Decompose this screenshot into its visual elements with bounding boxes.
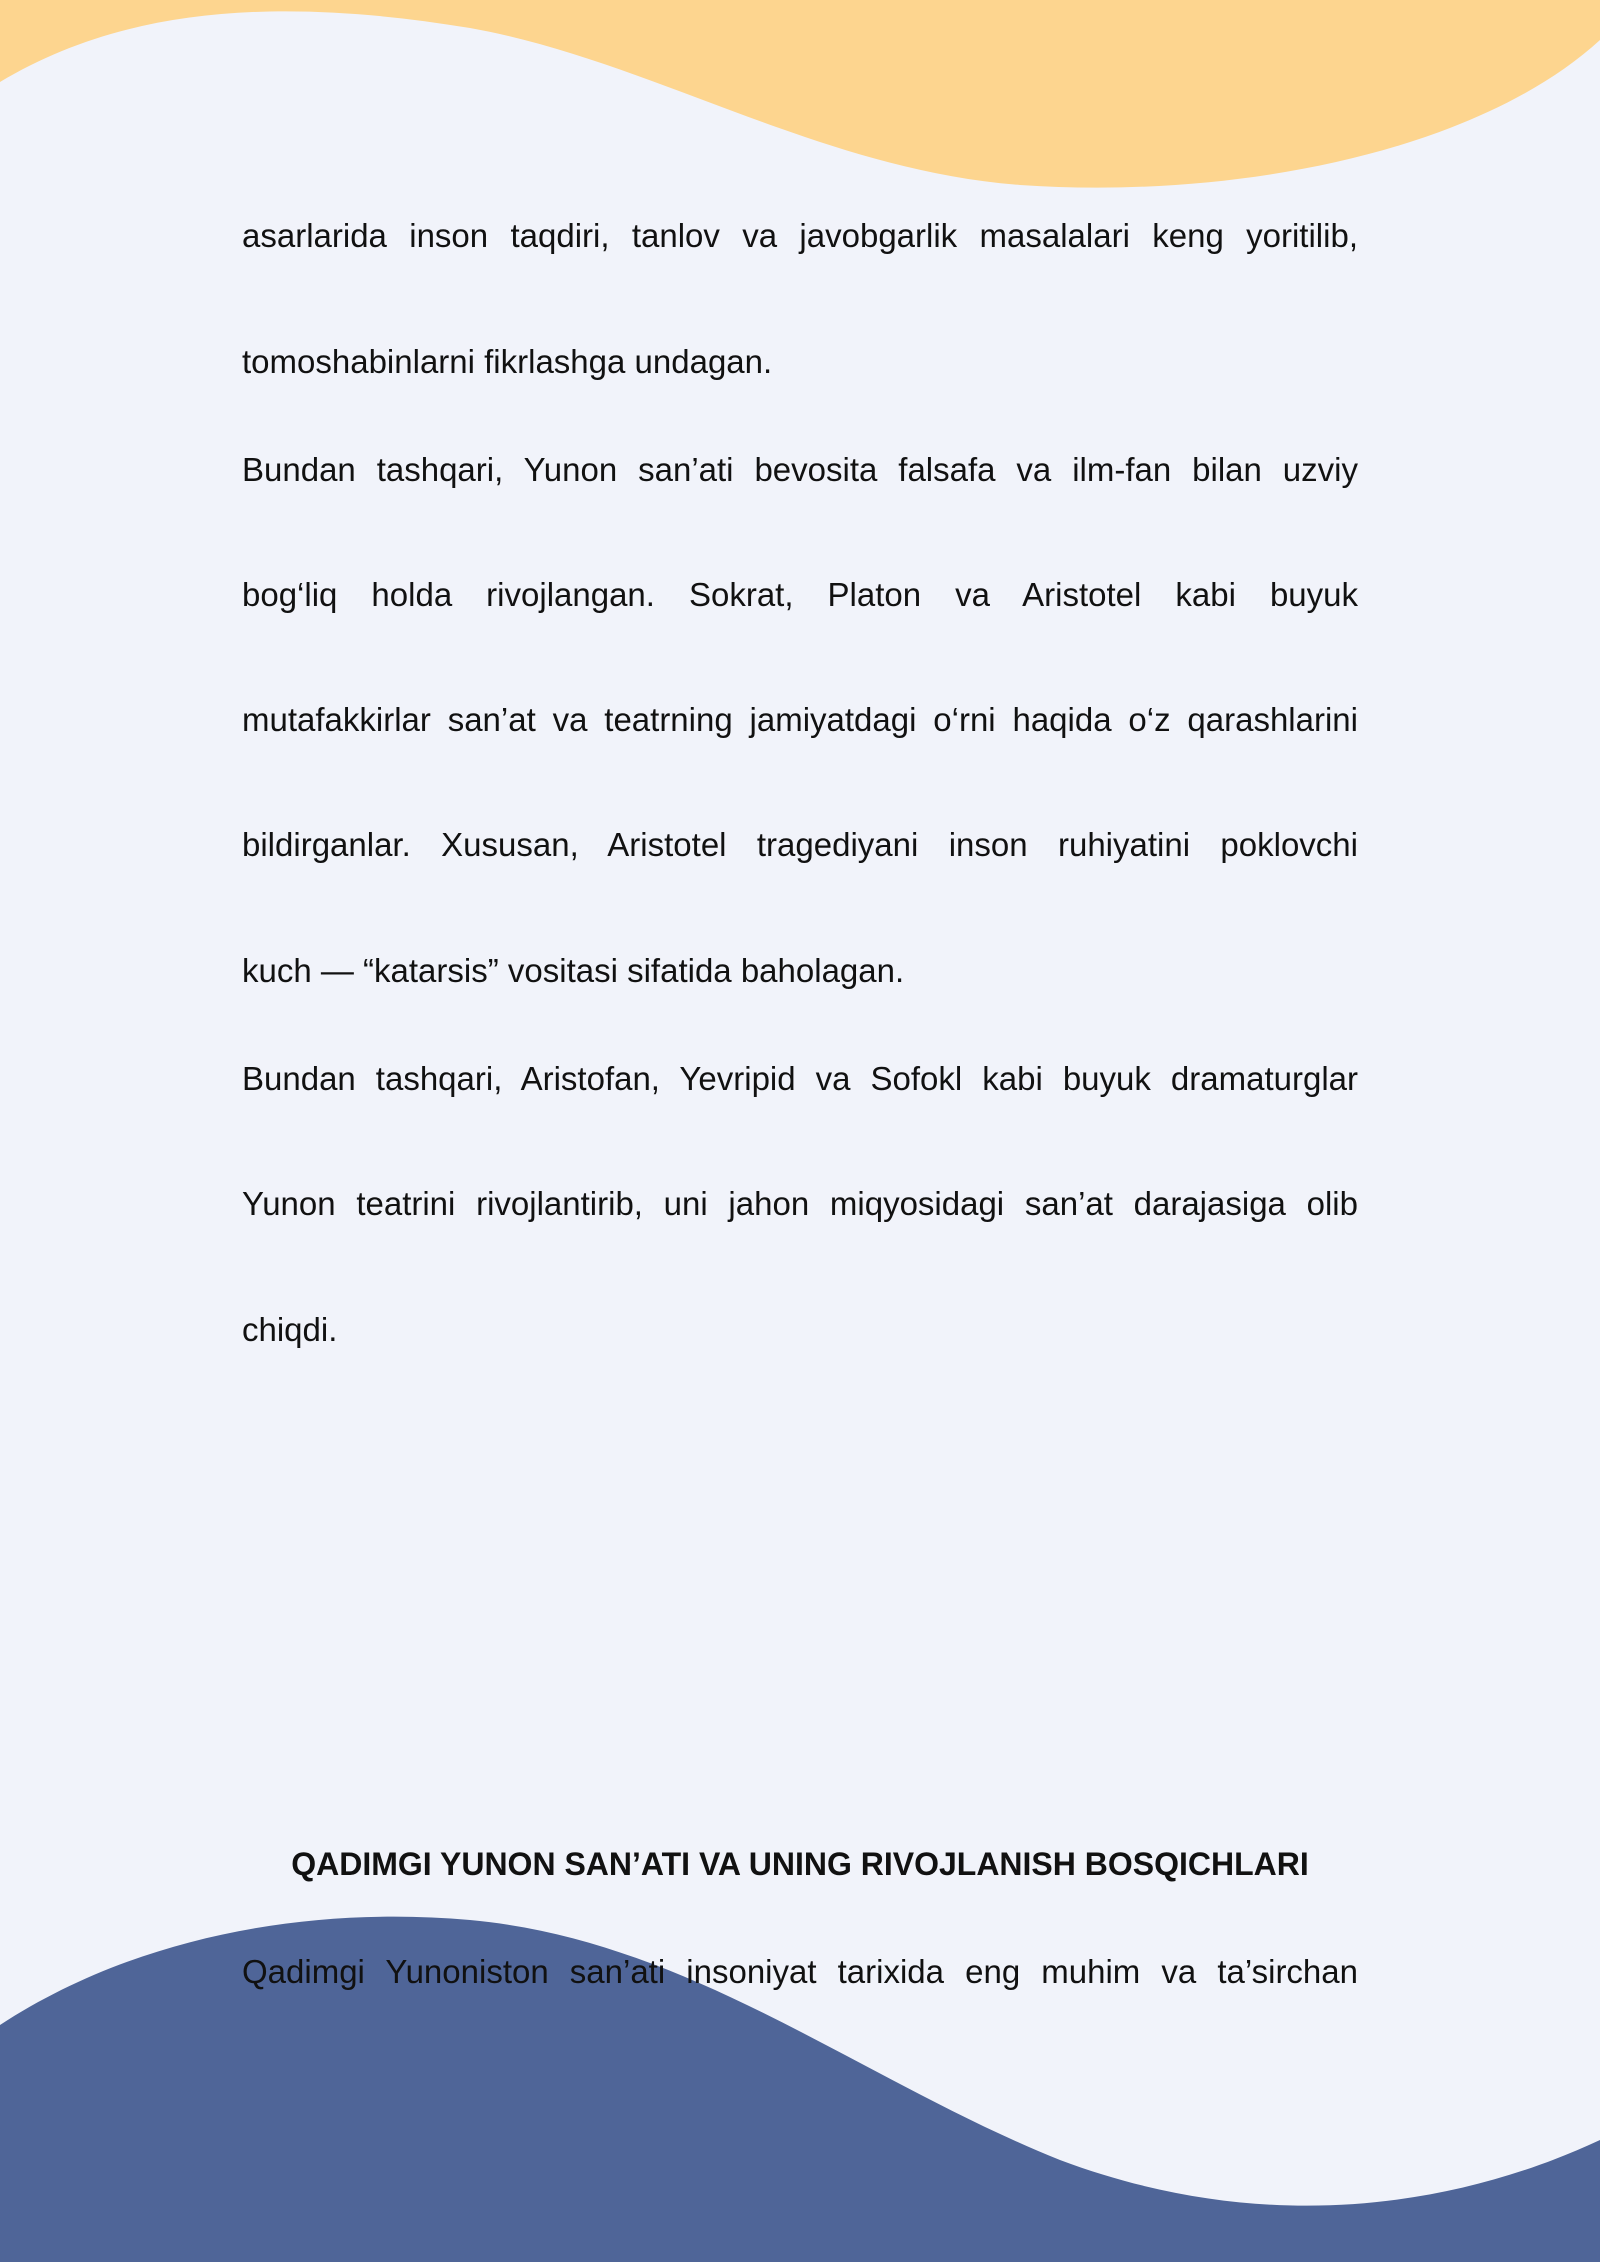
- paragraph-3-line-3: chiqdi.: [242, 1311, 338, 1348]
- paragraph-3-line-2: Yunon teatrini rivojlantirib, uni jahon miqyosidagi san’at darajasiga olib: [242, 1185, 1358, 1222]
- paragraph-2-line-1: Bundan tashqari, Yunon san’ati bevosita falsafa va ilm-fan bilan uzviy: [242, 451, 1358, 488]
- paragraph-2-line-2: bog‘liq holda rivojlangan. Sokrat, Platon va Aristotel kabi buyuk: [242, 576, 1358, 613]
- section-intro-line: Qadimgi Yunoniston san’ati insoniyat tarixida eng muhim va ta’sirchan: [242, 1953, 1358, 1990]
- paragraph-1-line-2: tomoshabinlarni fikrlashga undagan.: [242, 343, 773, 380]
- paragraph-1-line-1: asarlarida inson taqdiri, tanlov va javobgarlik masalalari keng yoritilib,: [242, 217, 1358, 254]
- paragraph-3-line-1: Bundan tashqari, Aristofan, Yevripid va Sofokl kabi buyuk dramaturglar: [242, 1060, 1358, 1097]
- paragraph-2-line-5: kuch — “katarsis” vositasi sifatida baholagan.: [242, 952, 905, 989]
- section-heading: QADIMGI YUNON SAN’ATI VA UNING RIVOJLANISH BOSQICHLARI: [291, 1846, 1309, 1882]
- top-decorative-wave: [0, 0, 1600, 240]
- paragraph-2-line-3: mutafakkirlar san’at va teatrning jamiyatdagi o‘rni haqida o‘z qarashlarini: [242, 701, 1358, 738]
- paragraph-2-line-4: bildirganlar. Xususan, Aristotel tragediyani inson ruhiyatini poklovchi: [242, 826, 1358, 863]
